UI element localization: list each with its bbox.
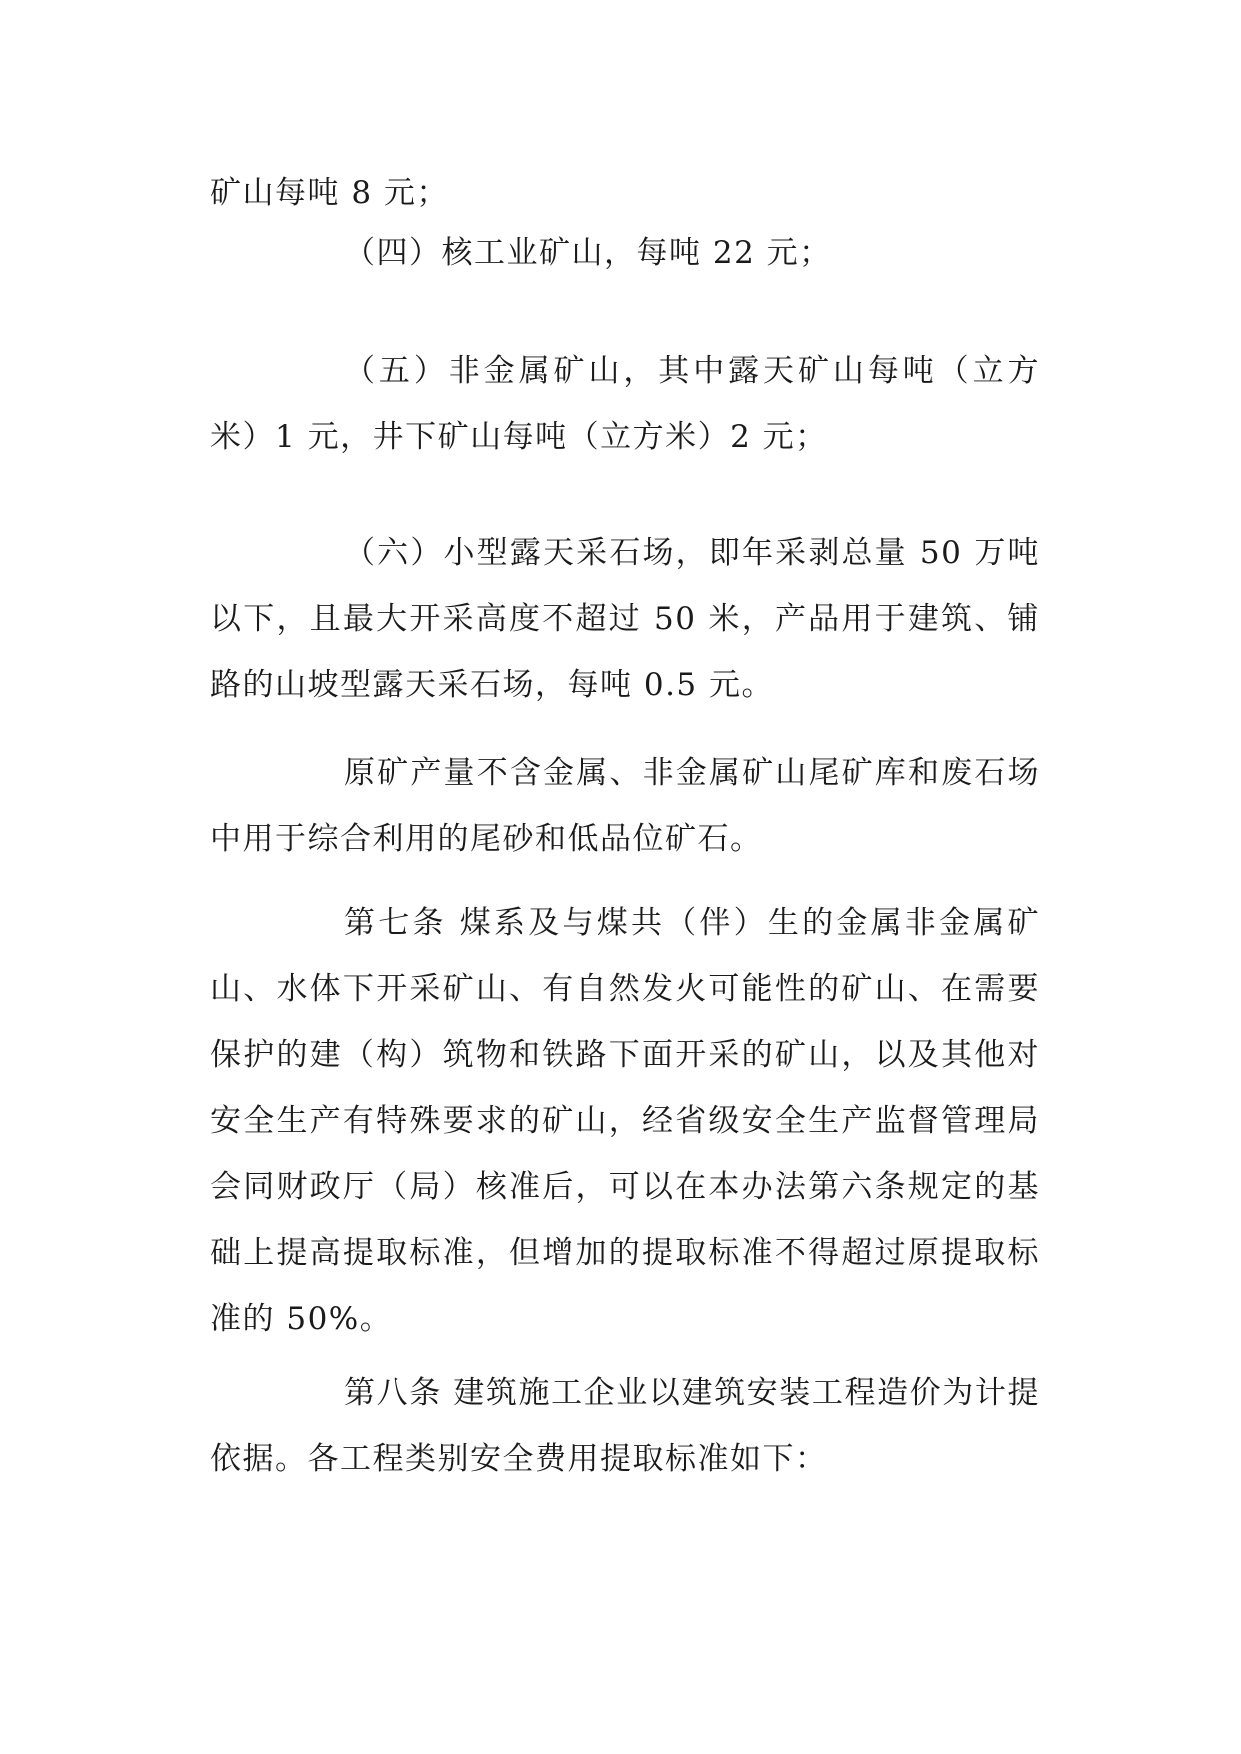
paragraph-article-8: 第八条 建筑施工企业以建筑安装工程造价为计提依据。各工程类别安全费用提取标准如下： [210,1375,1040,1477]
paragraph-item-5: （五）非金属矿山，其中露天矿山每吨（立方米）1 元，井下矿山每吨（立方米）2 元； [210,353,1040,455]
paragraph-item-6: （六）小型露天采石场，即年采剥总量 50 万吨以下，且最大开采高度不超过 50 米，产品用于建筑、铺路的山坡型露天采石场，每吨 0.5 元。 [210,535,1040,703]
paragraph-item-4: （四）核工业矿山，每吨 22 元； [344,235,832,271]
paragraph-note: 原矿产量不含金属、非金属矿山尾矿库和废石场中用于综合利用的尾砂和低品位矿石。 [210,755,1040,857]
paragraph-continuation: 矿山每吨 8 元； [210,175,449,211]
paragraph-article-7: 第七条 煤系及与煤共（伴）生的金属非金属矿山、水体下开采矿山、有自然发火可能性的矿山、在需要保护的建（构）筑物和铁路下面开采的矿山，以及其他对安全生产有特殊要求的矿山，经省级安全生产监督管理局会同财政厅（局）核准后，可以在本办法第六条规定的基础上提高提取标准，但增加的提取标准不得超过原提取标准的 50%。 [210,905,1040,1337]
